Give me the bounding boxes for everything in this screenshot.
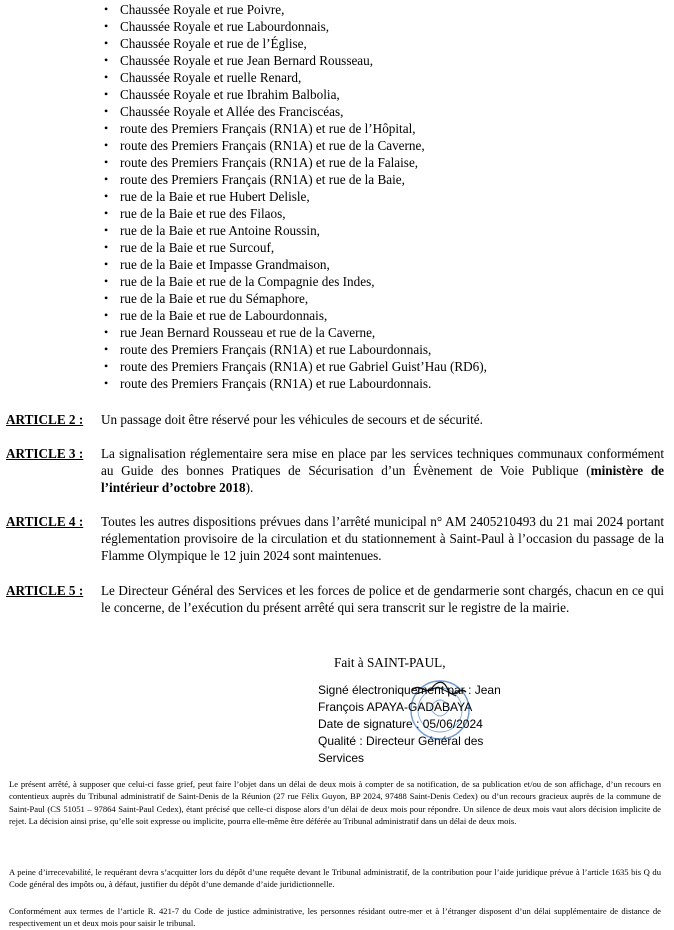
street-list-item [104, 103, 487, 120]
street-list-item [104, 154, 487, 171]
street-list-item [104, 358, 487, 375]
bullet-icon: • [104, 121, 109, 135]
bullet-icon: • [104, 138, 109, 152]
bullet-icon: • [104, 189, 109, 203]
legal-note-irrecevabilite: A peine d’irrecevabilité, le requérant devra s’acquitter lors du dépôt d’une requête devant le Tribunal administratif, de la contribution pour l’aide juridique prévue à l’article 1635 bis Q du Code général des impôts ou, à défaut, justifier du dépôt d’une demande d’aide juridictionnelle. [9, 867, 661, 890]
bullet-icon: • [104, 104, 109, 118]
street-list-item-text: Chaussée Royale et ruelle Renard, [120, 70, 302, 85]
bullet-icon: • [104, 257, 109, 271]
street-list-item-text: rue de la Baie et rue de Labourdonnais, [120, 308, 328, 323]
signature-quality: Qualité : Directeur Général des [318, 734, 484, 748]
bullet-icon: • [104, 240, 109, 254]
street-list-item-text: Chaussée Royale et rue Jean Bernard Rousseau, [120, 53, 374, 68]
article-5 [6, 582, 664, 616]
signature-signer: Signé électroniquement par : Jean [318, 683, 501, 697]
street-list-item-text: rue de la Baie et Impasse Grandmaison, [120, 257, 330, 272]
street-list-item-text: rue de la Baie et rue des Filaos, [120, 206, 286, 221]
street-list-item-text: route des Premiers Français (RN1A) et rue de la Baie, [120, 172, 405, 187]
article-4-text: Toutes les autres dispositions prévues dans l’arrêté municipal n° AM 2405210493 du 21 mai 2024 portant réglementation provisoire de la circulation et du stationnement à Saint-Paul à l’occasion du passage de la Flamme Olympique le 12 juin 2024 sont maintenues. [101, 514, 664, 563]
bullet-icon: • [104, 274, 109, 288]
street-list-item [104, 205, 487, 222]
street-list-item-text: route des Premiers Français (RN1A) et rue Labourdonnais. [120, 376, 432, 391]
bullet-icon: • [104, 376, 109, 390]
street-list-item [104, 188, 487, 205]
bullet-icon: • [104, 172, 109, 186]
article-3-label: ARTICLE 3 : [6, 446, 84, 461]
street-list-item [104, 222, 487, 239]
street-list [104, 1, 487, 392]
signature-name: François APAYA-GADABAYA [318, 700, 473, 714]
street-list-item-text: rue de la Baie et rue du Sémaphore, [120, 291, 309, 306]
street-list-item [104, 18, 487, 35]
street-list-item-text: rue de la Baie et rue Surcouf, [120, 240, 275, 255]
bullet-icon: • [104, 87, 109, 101]
street-list-item [104, 273, 487, 290]
article-2-label: ARTICLE 2 : [6, 412, 84, 427]
bullet-icon: • [104, 36, 109, 50]
bullet-icon: • [104, 70, 109, 84]
street-list-item [104, 239, 487, 256]
bullet-icon: • [104, 155, 109, 169]
street-list-item-text: Chaussée Royale et rue Ibrahim Balbolia, [120, 87, 340, 102]
street-list-item [104, 1, 487, 18]
street-list-item-text: rue de la Baie et rue Antoine Roussin, [120, 223, 320, 238]
street-list-item [104, 171, 487, 188]
street-list-item [104, 137, 487, 154]
street-list-item [104, 35, 487, 52]
electronic-signature [318, 682, 538, 765]
street-list-item-text: route des Premiers Français (RN1A) et rue de la Falaise, [120, 155, 419, 170]
article-2-text: Un passage doit être réservé pour les véhicules de secours et de sécurité. [101, 412, 483, 427]
bullet-icon: • [104, 2, 109, 16]
article-2 [6, 411, 664, 428]
street-list-item-text: Chaussée Royale et rue Labourdonnais, [120, 19, 330, 34]
street-list-item-text: route des Premiers Français (RN1A) et rue de la Caverne, [120, 138, 425, 153]
place-of-signing: Fait à SAINT-PAUL, [334, 655, 446, 670]
signature-quality-cont: Services [318, 751, 365, 765]
street-list-item-text: route des Premiers Français (RN1A) et rue de l’Hôpital, [120, 121, 416, 136]
bullet-icon: • [104, 325, 109, 339]
street-list-item [104, 256, 487, 273]
legal-note-recours: Le présent arrêté, à supposer que celui-ci fasse grief, peut faire l’objet dans un délai de deux mois à compter de sa notification, de sa publication et/ou de son affichage, d’un recours en contentieux auprès du Tribunal administratif de Saint-Denis de la Réunion (27 rue Félix Guyon, BP 2024, 97488 Saint-Denis Cedex) ou d’un recours gracieux auprès de la commune de Saint-Paul (CS 51051 – 97864 Saint-Paul Cedex), étant précisé que celle-ci dispose alors d’un délai de deux mois pour répondre. Un silence de deux mois vaut alors décision implicite de rejet. La décision ainsi prise, qu’elle soit expresse ou implicite, pourra elle-même être déférée au Tribunal administratif dans un délai de deux mois. [9, 779, 661, 827]
signature-date: Date de signature : 05/06/2024 [318, 717, 483, 731]
street-list-item [104, 290, 487, 307]
bullet-icon: • [104, 19, 109, 33]
street-list-item [104, 307, 487, 324]
street-list-item-text: route des Premiers Français (RN1A) et rue Labourdonnais, [120, 342, 432, 357]
street-list-item-text: Chaussée Royale et rue Poivre, [120, 2, 285, 17]
street-list-item-text: route des Premiers Français (RN1A) et rue Gabriel Guist’Hau (RD6), [120, 359, 487, 374]
street-list-item [104, 69, 487, 86]
street-list-item [104, 341, 487, 358]
street-list-item [104, 375, 487, 392]
article-3-text: La signalisation réglementaire sera mise en place par les services techniques communaux conformément au Guide des bonnes Pratiques de Sécurisation d’un Évènement de Voie Publique (ministère de l’intérieur d’octobre 2018). [101, 446, 665, 495]
article-4-label: ARTICLE 4 : [6, 514, 84, 529]
bullet-icon: • [104, 359, 109, 373]
street-list-item [104, 324, 487, 341]
street-list-item-text: rue de la Baie et rue de la Compagnie des Indes, [120, 274, 375, 289]
street-list-item-text: Chaussée Royale et Allée des Franciscéas, [120, 104, 344, 119]
article-5-label: ARTICLE 5 : [6, 583, 84, 598]
street-list-item-text: rue de la Baie et rue Hubert Delisle, [120, 189, 310, 204]
street-list-item-text: Chaussée Royale et rue de l’Église, [120, 36, 307, 51]
street-list-item-text: rue Jean Bernard Rousseau et rue de la Caverne, [120, 325, 376, 340]
article-5-text: Le Directeur Général des Services et les forces de police et de gendarmerie sont chargés, chacun en ce qui le concerne, de l’exécution du présent arrêté qui sera transcrit sur le registre de la mairie. [101, 583, 664, 615]
article-3 [6, 445, 664, 496]
street-list-item [104, 52, 487, 69]
street-list-item [104, 86, 487, 103]
bullet-icon: • [104, 223, 109, 237]
bullet-icon: • [104, 206, 109, 220]
bullet-icon: • [104, 53, 109, 67]
street-list-item [104, 120, 487, 137]
article-4 [6, 513, 664, 564]
bullet-icon: • [104, 308, 109, 322]
legal-note-delai: Conformément aux termes de l’article R. 421-7 du Code de justice administrative, les personnes résidant outre-mer et à l’étranger disposent d’un délai supplémentaire de distance de respectivement un et deux mois pour saisir le tribunal. [9, 906, 661, 929]
bullet-icon: • [104, 342, 109, 356]
bullet-icon: • [104, 291, 109, 305]
